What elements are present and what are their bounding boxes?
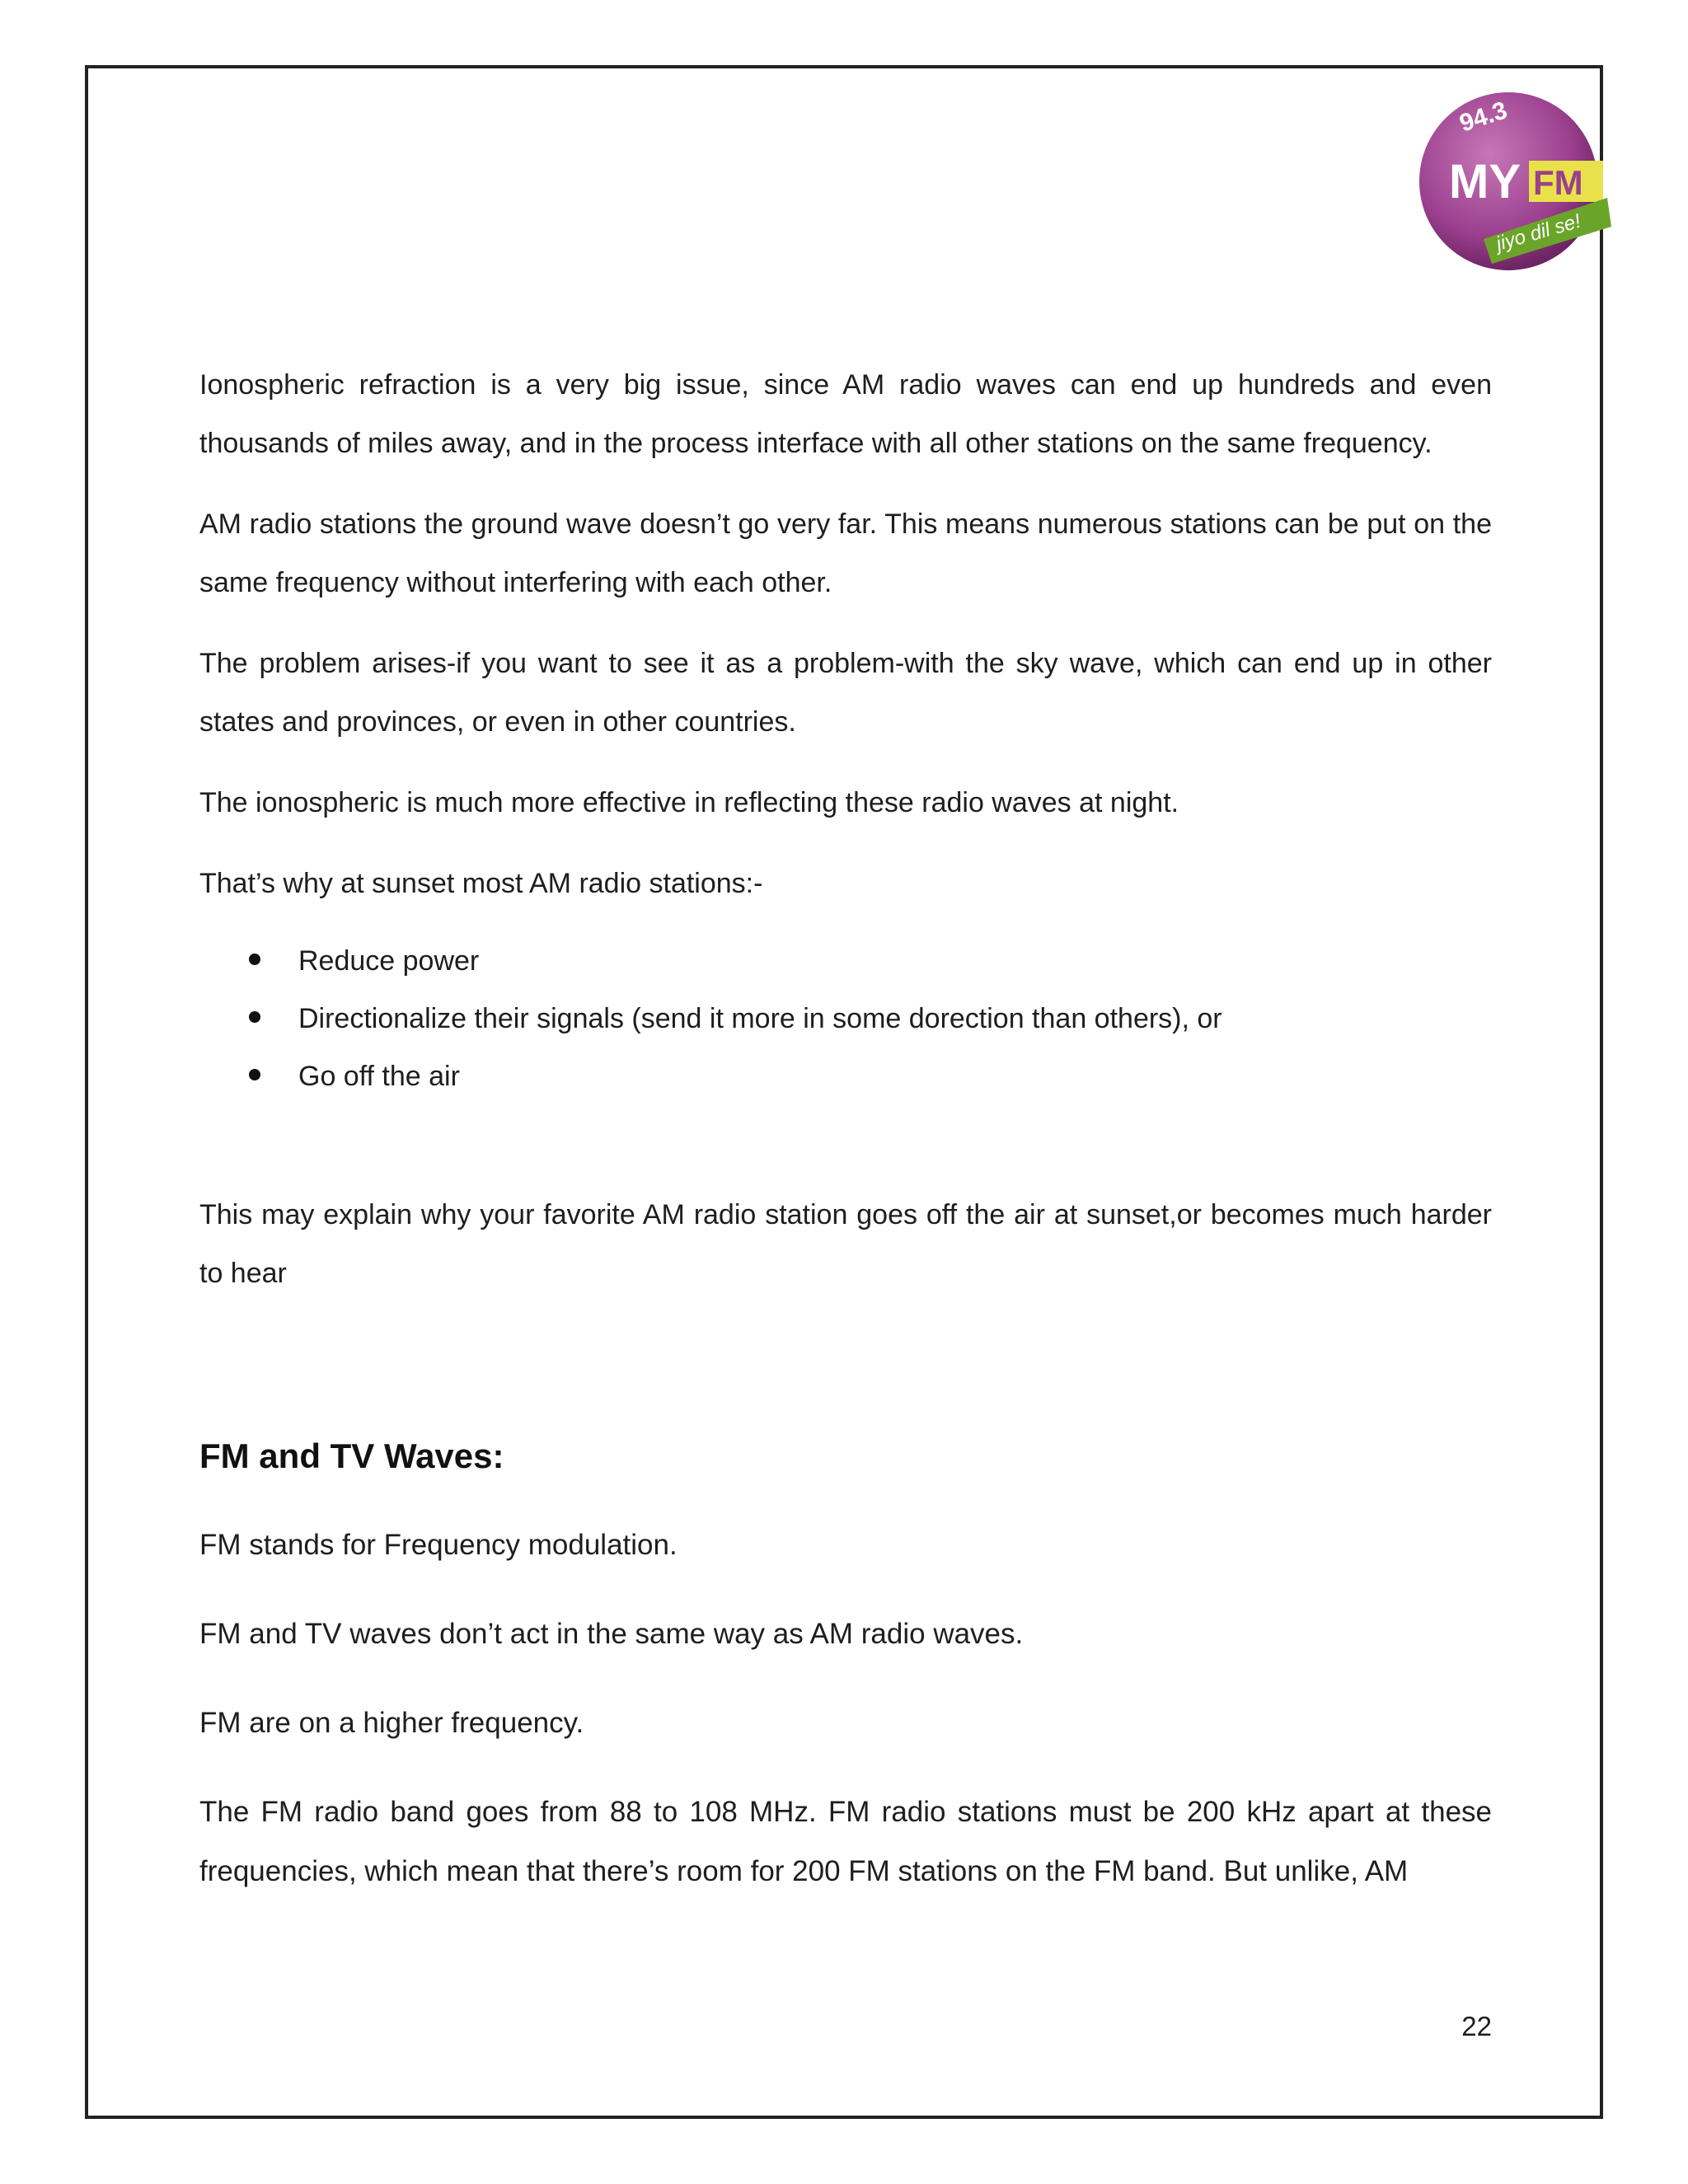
svg-text:jiyo dil se!: jiyo dil se!: [1493, 209, 1583, 255]
page-number: 22: [1461, 2011, 1492, 2041]
paragraph-fm-frequency: FM are on a higher frequency.: [199, 1707, 584, 1739]
bullet-icon: [249, 954, 260, 965]
paragraph-fm-band: The FM radio band goes from 88 to 108 MHz. FM radio stations must be 200 kHz apart at these frequencies, which mean that there’s room for 200 FM stations on the FM band. But unlike, AM: [199, 1796, 1492, 1887]
myfm-logo: [1401, 74, 1624, 280]
svg-text:MY: MY: [1449, 155, 1521, 209]
list-item: Directionalize their signals (send it more in some dorection than others), or: [199, 990, 1492, 1047]
list-item: Go off the air: [199, 1047, 1492, 1105]
paragraph-ionospheric-refraction: Ionospheric refraction is a very big issue, since AM radio waves can end up hundreds and even thousands of miles away, and in the process interface with all other stations on the same frequency.: [199, 369, 1492, 459]
page-content: [199, 356, 1492, 1901]
radio-logo-icon: [1401, 74, 1624, 280]
paragraph-fm-definition: FM stands for Frequency modulation.: [199, 1529, 678, 1561]
list-item: Reduce power: [199, 932, 1492, 990]
paragraph-ground-wave: AM radio stations the ground wave doesn’t go very far. This means numerous stations can be put on the same frequency without interfering with each other.: [199, 509, 1492, 598]
sunset-actions-list: [199, 932, 1492, 1105]
paragraph-night-reflection: The ionospheric is much more effective in reflecting these radio waves at night.: [199, 787, 1179, 818]
bullet-icon: [249, 1011, 260, 1023]
svg-text:FM: FM: [1533, 163, 1583, 202]
paragraph-sunset-explanation: This may explain why your favorite AM radio station goes off the air at sunset,or becomes much harder to hear: [199, 1199, 1492, 1289]
svg-text:94.3: 94.3: [1456, 96, 1511, 138]
paragraph-sky-wave: The problem arises-if you want to see it as a problem-with the sky wave, which can end up in other states and provinces, or even in other countries.: [199, 648, 1492, 738]
paragraph-fm-tv-behavior: FM and TV waves don’t act in the same way as AM radio waves.: [199, 1618, 1024, 1650]
paragraph-sunset-intro: That’s why at sunset most AM radio stations:-: [199, 868, 763, 899]
section-heading-fm-tv: FM and TV Waves:: [199, 1436, 504, 1475]
bullet-icon: [249, 1069, 260, 1080]
